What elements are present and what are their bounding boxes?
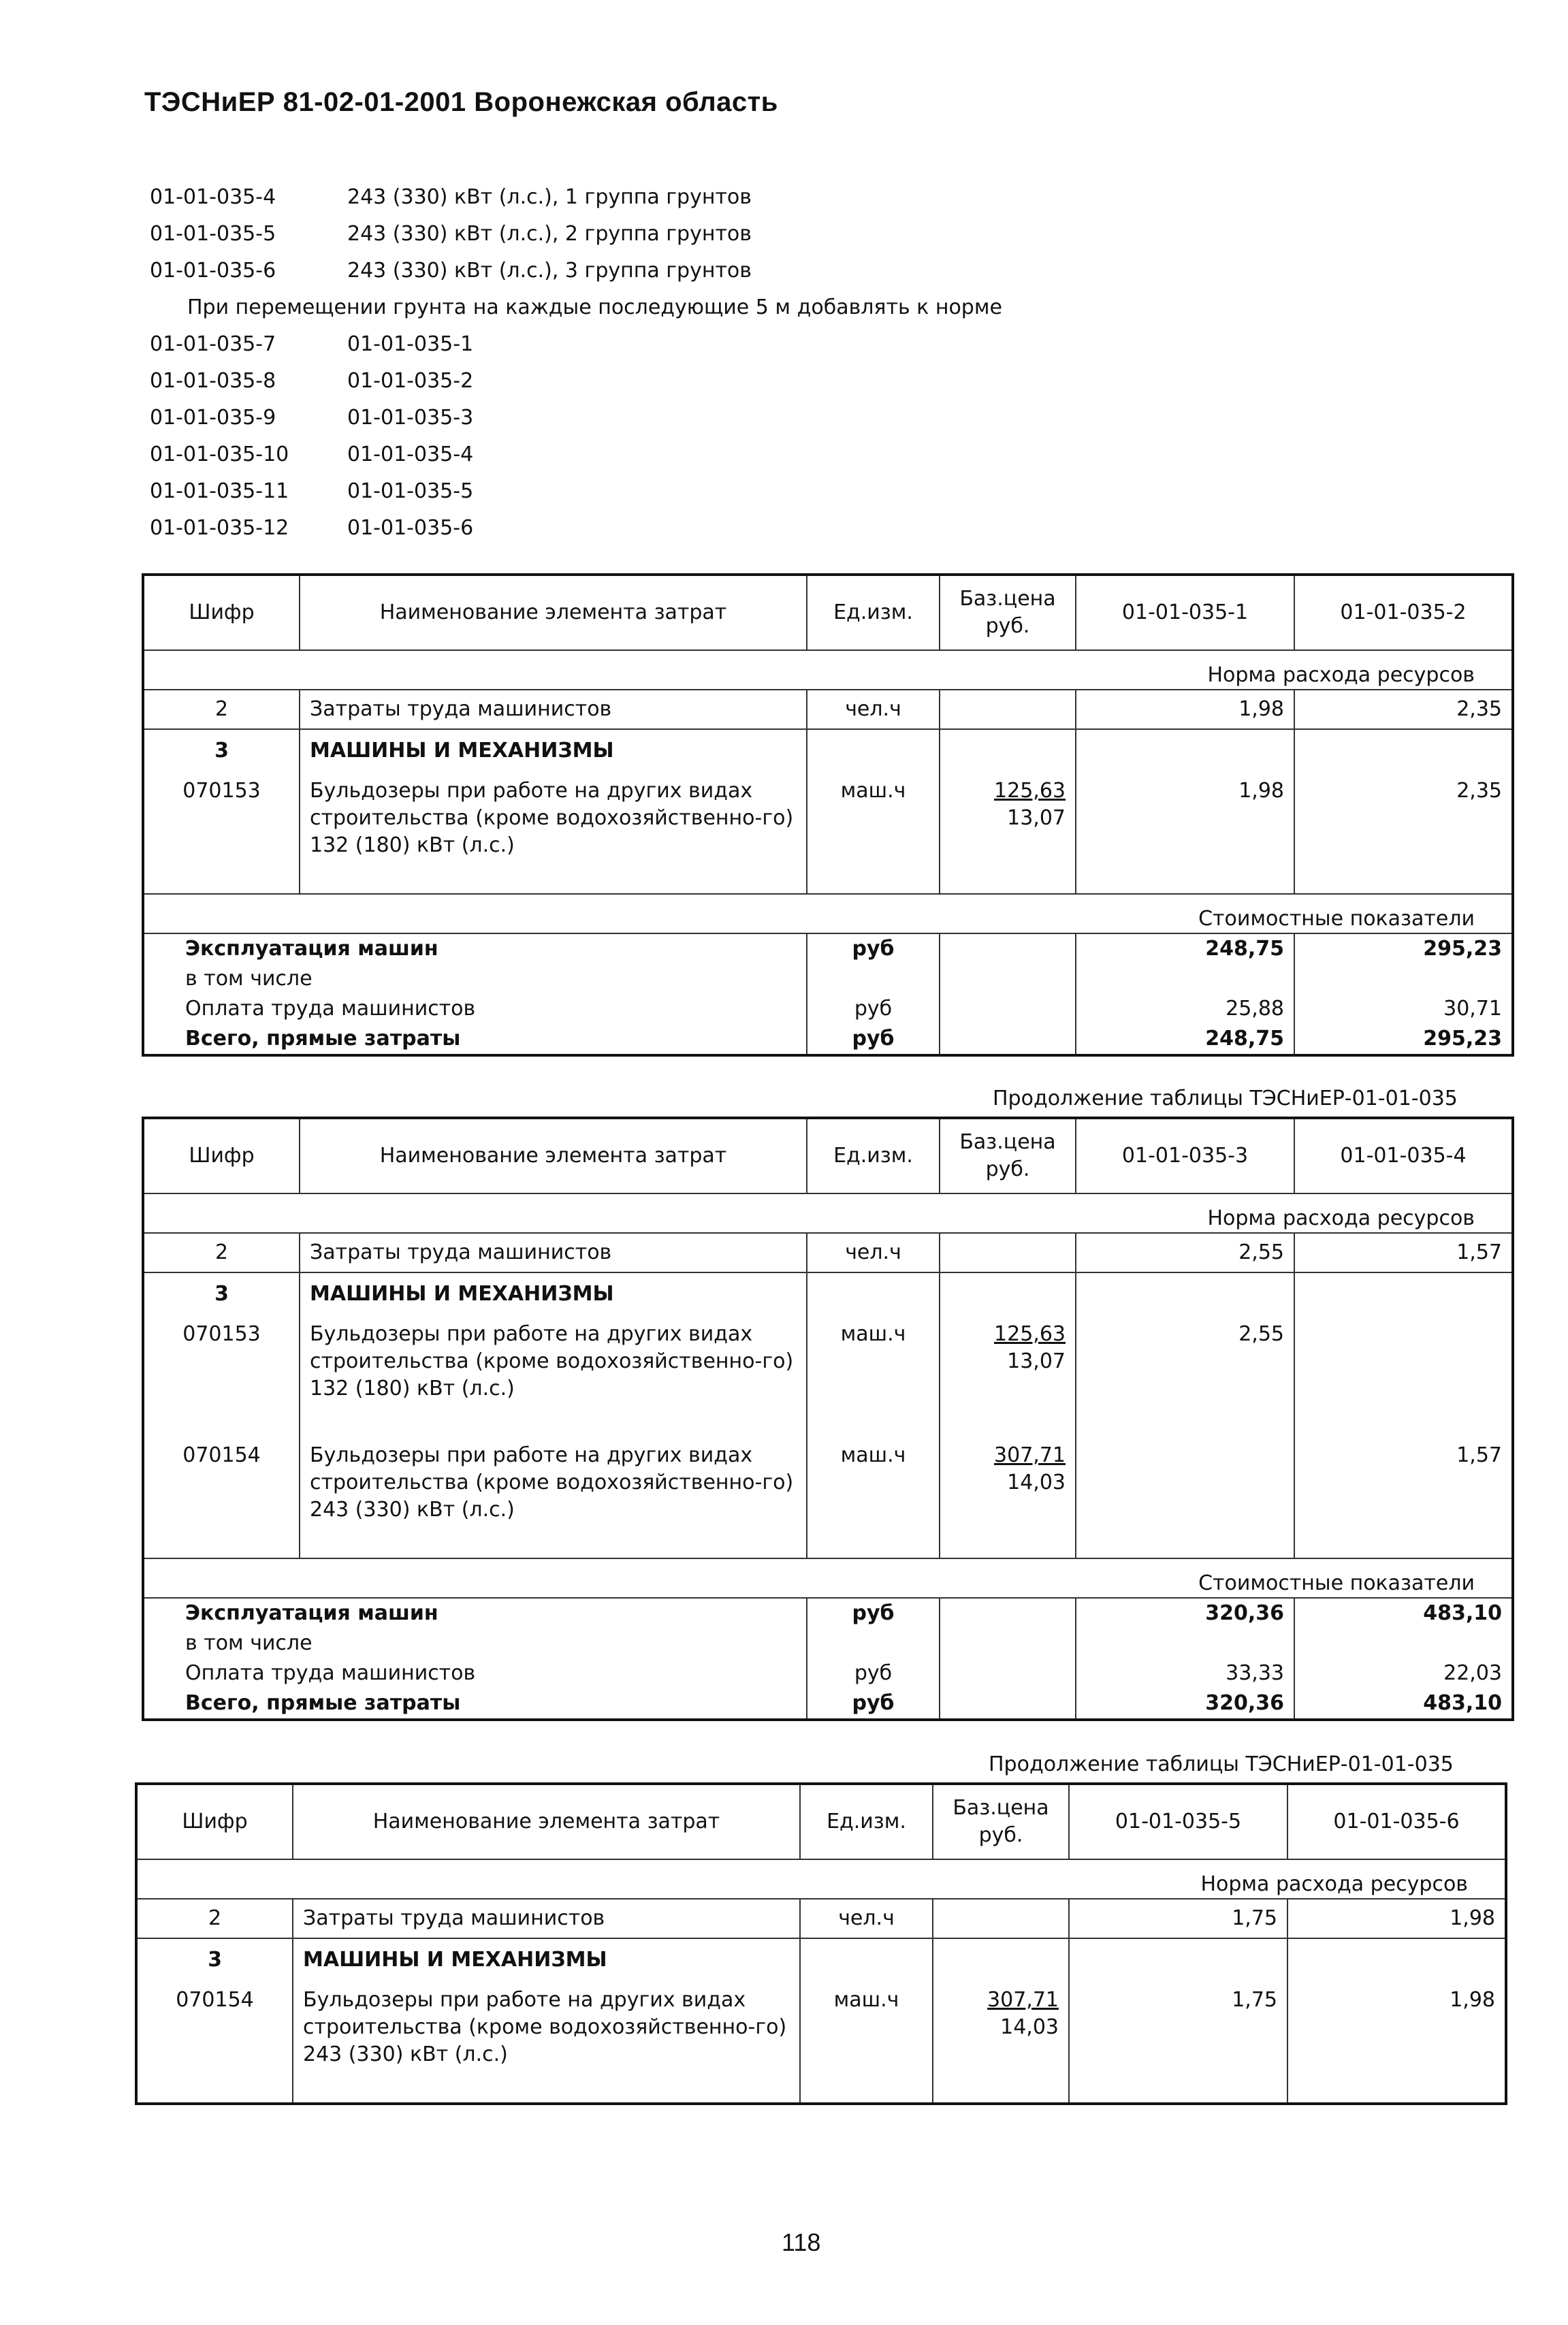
wages-row	[143, 994, 1513, 1024]
norm-table-3	[135, 1782, 1507, 2105]
labor-num: 2	[143, 690, 300, 729]
item-name: Бульдозеры при работе на других видах строительства (кроме водохозяйственно-го) 243 (330) кВт (л.с.)	[293, 1981, 800, 2068]
table-row	[143, 1315, 1513, 1402]
incl-row	[143, 1629, 1513, 1658]
labor-val-b: 1,98	[1287, 1899, 1506, 1938]
addon-ref: 01-01-035-6	[347, 515, 474, 540]
labor-row	[143, 690, 1513, 729]
incl-row	[143, 964, 1513, 994]
addon-code: 01-01-035-7	[150, 332, 276, 356]
wages-val-b: 30,71	[1294, 994, 1513, 1024]
labor-name: Затраты труда машинистов	[300, 690, 807, 729]
labor-val-b: 2,35	[1294, 690, 1513, 729]
item-val-b: 1,98	[1287, 1981, 1506, 2068]
item-price-bottom: 13,07	[1007, 806, 1066, 830]
page-number: 118	[782, 2228, 821, 2256]
code-list-desc: 243 (330) кВт (л.с.), 1 группа грунтов	[347, 185, 752, 209]
item-name: Бульдозеры при работе на других видах строительства (кроме водохозяйственно-го) 132 (180) кВт (л.с.)	[300, 1315, 807, 1402]
labor-unit: чел.ч	[807, 1233, 940, 1272]
header-code: Шифр	[136, 1784, 293, 1859]
item-code: 070153	[143, 772, 300, 859]
code-list-desc: 243 (330) кВт (л.с.), 2 группа грунтов	[347, 221, 752, 246]
item-unit: маш.ч	[800, 1981, 933, 2068]
total-val-a: 320,36	[1076, 1688, 1294, 1720]
labor-unit: чел.ч	[807, 690, 940, 729]
exploit-val-b: 295,23	[1294, 933, 1513, 964]
code-list-row	[150, 178, 1443, 215]
addon-ref: 01-01-035-5	[347, 479, 474, 503]
wages-label: Оплата труда машинистов	[143, 994, 807, 1024]
header-price: Баз.цена руб.	[940, 575, 1076, 650]
item-price-bottom: 14,03	[1007, 1471, 1066, 1494]
norm-band-label: Норма расхода ресурсов	[1200, 1872, 1468, 1896]
addon-row	[150, 325, 1443, 362]
item-unit: маш.ч	[807, 1437, 940, 1524]
item-val-a: 1,98	[1076, 772, 1294, 859]
item-price	[940, 1315, 1076, 1402]
cost-band-row	[143, 894, 1513, 933]
labor-price	[940, 1233, 1076, 1272]
addon-code: 01-01-035-12	[150, 515, 289, 540]
labor-unit: чел.ч	[800, 1899, 933, 1938]
item-price-top: 125,63	[994, 779, 1066, 803]
machines-num: 3	[136, 1938, 293, 1981]
wages-row	[143, 1658, 1513, 1688]
machines-title: МАШИНЫ И МЕХАНИЗМЫ	[293, 1938, 800, 1981]
exploit-label: Эксплуатация машин	[143, 933, 807, 964]
code-list-code: 01-01-035-5	[150, 221, 276, 246]
total-label: Всего, прямые затраты	[143, 1024, 807, 1055]
addon-row	[150, 362, 1443, 399]
total-label: Всего, прямые затраты	[143, 1688, 807, 1720]
item-val-b: 2,35	[1294, 772, 1513, 859]
exploit-val-b: 483,10	[1294, 1598, 1513, 1629]
exploit-row	[143, 933, 1513, 964]
item-val-a: 1,75	[1069, 1981, 1287, 2068]
total-unit: руб	[807, 1688, 940, 1720]
item-val-a	[1076, 1437, 1294, 1524]
item-code: 070154	[136, 1981, 293, 2068]
addon-row	[150, 436, 1443, 472]
header-price: Баз.цена руб.	[940, 1118, 1076, 1193]
table-header-row	[143, 575, 1513, 650]
item-price-bottom: 13,07	[1007, 1349, 1066, 1373]
total-val-a: 248,75	[1076, 1024, 1294, 1055]
addon-ref: 01-01-035-2	[347, 368, 474, 393]
item-unit: маш.ч	[807, 1315, 940, 1402]
item-price	[940, 1437, 1076, 1524]
incl-label: в том числе	[143, 1629, 807, 1658]
code-list	[150, 178, 1443, 546]
addon-code: 01-01-035-8	[150, 368, 276, 393]
machines-title: МАШИНЫ И МЕХАНИЗМЫ	[300, 729, 807, 772]
wages-val-a: 25,88	[1076, 994, 1294, 1024]
exploit-row	[143, 1598, 1513, 1629]
total-val-b: 483,10	[1294, 1688, 1513, 1720]
item-val-b	[1294, 1315, 1513, 1402]
item-name: Бульдозеры при работе на других видах строительства (кроме водохозяйственно-го) 243 (330) кВт (л.с.)	[300, 1437, 807, 1524]
wages-label: Оплата труда машинистов	[143, 1658, 807, 1688]
item-price-bottom: 14,03	[1000, 2015, 1059, 2039]
item-val-b: 1,57	[1294, 1437, 1513, 1524]
labor-num: 2	[143, 1233, 300, 1272]
item-code: 070154	[143, 1437, 300, 1524]
continuation-caption: Продолжение таблицы ТЭСНиЕР-01-01-035	[993, 1087, 1458, 1110]
addon-code: 01-01-035-11	[150, 479, 289, 503]
table-header-row	[136, 1784, 1506, 1859]
norm-band-row	[143, 1193, 1513, 1233]
header-col-a: 01-01-035-5	[1069, 1784, 1287, 1859]
labor-row	[143, 1233, 1513, 1272]
addon-note: При перемещении грунта на каждые последующие 5 м добавлять к норме	[187, 295, 1002, 319]
labor-val-a: 1,75	[1069, 1899, 1287, 1938]
labor-val-a: 1,98	[1076, 690, 1294, 729]
addon-ref: 01-01-035-4	[347, 442, 474, 466]
labor-num: 2	[136, 1899, 293, 1938]
labor-price	[940, 690, 1076, 729]
addon-ref: 01-01-035-1	[347, 332, 474, 356]
norm-band-row	[136, 1859, 1506, 1899]
norm-band-label: Норма расхода ресурсов	[1207, 1206, 1475, 1230]
labor-val-a: 2,55	[1076, 1233, 1294, 1272]
header-code: Шифр	[143, 575, 300, 650]
header-code: Шифр	[143, 1118, 300, 1193]
continuation-caption: Продолжение таблицы ТЭСНиЕР-01-01-035	[989, 1752, 1454, 1776]
labor-price	[933, 1899, 1069, 1938]
exploit-label: Эксплуатация машин	[143, 1598, 807, 1629]
item-price	[940, 772, 1076, 859]
cost-band-label: Стоимостные показатели	[1198, 907, 1475, 931]
header-col-b: 01-01-035-4	[1294, 1118, 1513, 1193]
cost-band-label: Стоимостные показатели	[1198, 1571, 1475, 1595]
table-header-row	[143, 1118, 1513, 1193]
header-col-a: 01-01-035-3	[1076, 1118, 1294, 1193]
norm-table-2	[142, 1117, 1514, 1721]
total-row	[143, 1024, 1513, 1055]
item-price-top: 307,71	[994, 1443, 1066, 1467]
code-list-row	[150, 252, 1443, 289]
total-val-b: 295,23	[1294, 1024, 1513, 1055]
norm-table-1	[142, 573, 1514, 1057]
item-code: 070153	[143, 1315, 300, 1402]
header-col-b: 01-01-035-2	[1294, 575, 1513, 650]
item-val-a: 2,55	[1076, 1315, 1294, 1402]
total-unit: руб	[807, 1024, 940, 1055]
header-name: Наименование элемента затрат	[300, 1118, 807, 1193]
table-row	[143, 772, 1513, 859]
wages-unit: руб	[807, 1658, 940, 1688]
exploit-val-a: 248,75	[1076, 933, 1294, 964]
table-row	[136, 1981, 1506, 2068]
item-name: Бульдозеры при работе на других видах строительства (кроме водохозяйственно-го) 132 (180) кВт (л.с.)	[300, 772, 807, 859]
item-price-top: 125,63	[994, 1322, 1066, 1346]
item-price-top: 307,71	[987, 1988, 1059, 2012]
header-name: Наименование элемента затрат	[300, 575, 807, 650]
labor-name: Затраты труда машинистов	[300, 1233, 807, 1272]
addon-code: 01-01-035-10	[150, 442, 289, 466]
code-list-code: 01-01-035-4	[150, 185, 276, 209]
code-list-desc: 243 (330) кВт (л.с.), 3 группа грунтов	[347, 258, 752, 283]
addon-ref: 01-01-035-3	[347, 405, 474, 430]
machines-header-row	[143, 1272, 1513, 1315]
code-list-code: 01-01-035-6	[150, 258, 276, 283]
exploit-val-a: 320,36	[1076, 1598, 1294, 1629]
wages-unit: руб	[807, 994, 940, 1024]
labor-val-b: 1,57	[1294, 1233, 1513, 1272]
addon-row	[150, 399, 1443, 436]
addon-code: 01-01-035-9	[150, 405, 276, 430]
incl-label: в том числе	[143, 964, 807, 994]
total-row	[143, 1688, 1513, 1720]
addon-row	[150, 472, 1443, 509]
header-unit: Ед.изм.	[807, 575, 940, 650]
exploit-unit: руб	[807, 933, 940, 964]
code-list-row	[150, 215, 1443, 252]
machines-num: 3	[143, 1272, 300, 1315]
header-col-b: 01-01-035-6	[1287, 1784, 1506, 1859]
norm-band-row	[143, 650, 1513, 690]
header-price: Баз.цена руб.	[933, 1784, 1069, 1859]
document-title: ТЭСНиЕР 81-02-01-2001 Воронежская область	[144, 87, 778, 117]
cost-band-row	[143, 1558, 1513, 1598]
header-unit: Ед.изм.	[807, 1118, 940, 1193]
labor-name: Затраты труда машинистов	[293, 1899, 800, 1938]
header-name: Наименование элемента затрат	[293, 1784, 800, 1859]
item-price	[933, 1981, 1069, 2068]
norm-band-label: Норма расхода ресурсов	[1207, 663, 1475, 687]
machines-title: МАШИНЫ И МЕХАНИЗМЫ	[300, 1272, 807, 1315]
machines-header-row	[136, 1938, 1506, 1981]
wages-val-a: 33,33	[1076, 1658, 1294, 1688]
labor-row	[136, 1899, 1506, 1938]
wages-val-b: 22,03	[1294, 1658, 1513, 1688]
addon-row	[150, 509, 1443, 546]
header-col-a: 01-01-035-1	[1076, 575, 1294, 650]
machines-header-row	[143, 729, 1513, 772]
exploit-unit: руб	[807, 1598, 940, 1629]
table-row	[143, 1437, 1513, 1524]
item-unit: маш.ч	[807, 772, 940, 859]
machines-num: 3	[143, 729, 300, 772]
header-unit: Ед.изм.	[800, 1784, 933, 1859]
